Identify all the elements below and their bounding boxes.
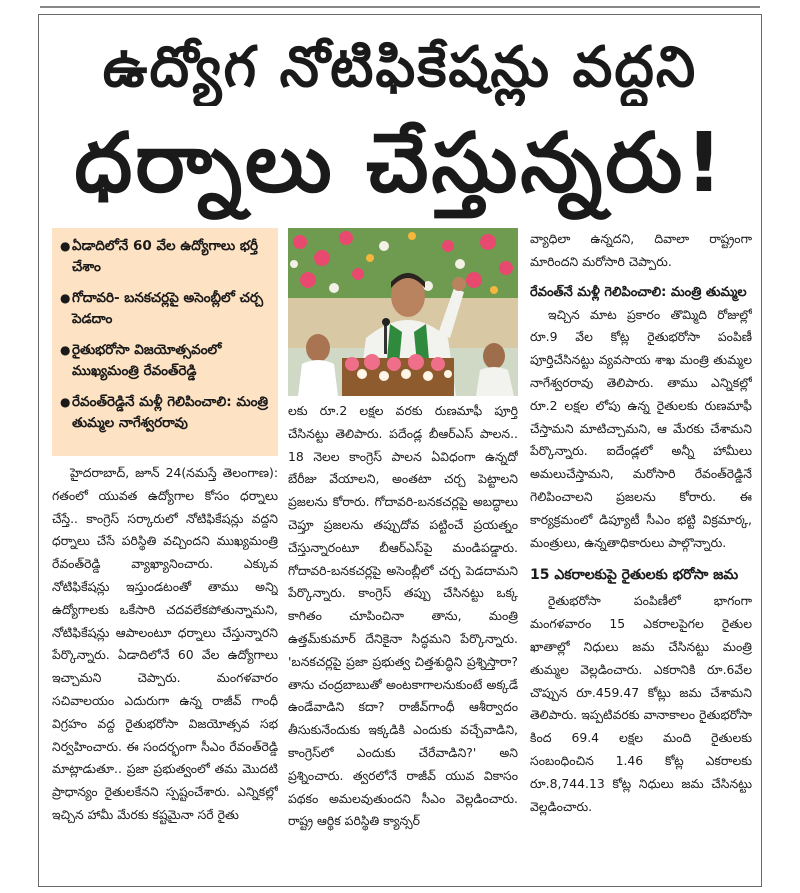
highlight-text: రేవంత్‌రెడ్డినే మళ్లీ గెలిపించాలి: మంత్రి తుమ్మల నాగేశ్వరరావు [72,394,268,431]
bullet-icon: ● [60,239,71,253]
headline-line-1: ఉద్యోగ నోటిఫికేషన్లు వద్దని [102,35,698,100]
subheading-15-acres: 15 ఎకరాలకుపై రైతులకు భరోసా జమ [530,567,739,584]
article-paragraph: హైదరాబాద్, జూన్ 24(నమస్తే తెలంగాణ): గతంలో యువత ఉద్యోగాల కోసం ధర్నాలు చేస్తే.. కాంగ్రెస్ సర్కారులో నోటిఫికేషన్లు వద్దని ధర్నాలు చేసే పరిస్థితి వచ్చిందని ముఖ్యమంత్రి రేవంత్‌రెడ్డి వ్యాఖ్యానించారు. ఎక్కువ నోటిఫికేషన్లు ఇస్తుండటంతో తాము అన్ని ఉద్యోగాలకు ఒకేసారి చదవలేకపోతున్నామని, నోటిఫికేషన్లు ఆపాలంటూ ధర్నాలు చేస్తున్నారని పేర్కొన్నారు. ఏడాదిలోనే 60 వేల ఉద్యోగాలు ఇచ్చామని చెప్పారు. మంగళవారం సచివాలయం ఎదురుగా ఉన్న రాజీవ్ గాంధీ విగ్రహం వద్ద రైతుభరోసా విజయోత్సవ సభ నిర్వహించారు. ఈ సందర్భంగా సీఎం రేవంత్‌రెడ్డి మాట్లాడుతూ.. ప్రజా ప్రభుత్వంలో తమ మొదటి ప్రాధాన్యం రైతులకేనని స్పష్టంచేశారు. ఎన్నికల్లో ఇచ్చిన హామీ మేరకు కష్టమైనా సరే రైతు [52,465,278,822]
top-rule [40,6,760,8]
highlights-box [52,228,278,456]
headline-line-2: ధర్నాలు చేస్తున్నరు! [74,116,726,211]
bullet-icon: ● [60,395,71,409]
highlight-text: గోదావరి- బనకచర్లపై అసెంబ్లీలో చర్చ పెడదాం [72,290,264,327]
speaker-photo [288,228,518,396]
article-paragraph: ఇచ్చిన మాట ప్రకారం తొమ్మిది రోజుల్లో రూ.9 వేల కోట్ల రైతుభరోసా పంపిణీ పూర్తిచేసినట్టు వ్యవసాయ శాఖ మంత్రి తుమ్మల నాగేశ్వరరావు తెలిపారు. తాము ఎన్నికల్లో రూ.2 లక్షల లోపు ఉన్న రైతులకు రుణమాఫీ చేస్తామని మాటిచ్చామని, ఆ మేరకు చేశామని పేర్కొన్నారు. ఐదేండ్లలో అన్నీ హామీలు అమలుచేస్తామని, మరోసారి రేవంత్‌రెడ్డినే గెలిపించాలని ప్రజలను కోరారు. ఈ కార్యక్రమంలో డిప్యూటీ సీఎం భట్టి విక్రమార్క, మంత్రులు, ఉన్నతాధికారులు పాల్గొన్నారు. [530,306,752,550]
article-column-3 [530,228,752,888]
article-paragraph: రైతుభరోసా పంపిణీలో భాగంగా మంగళవారం 15 ఎకరాలపైగల రైతుల ఖాతాల్లో నిధులు జమ చేసినట్టు మంత్రి తుమ్మల వెల్లడించారు. ఎకరానికి రూ.6వేల చొప్పున రూ.459.47 కోట్లు జమ చేశామని తెలిపారు. ఇప్పటివరకు వానాకాలం రైతుభరోసా కింద 69.4 లక్షల మంది రైతులకు సంబంధించిన 1.46 కోట్ల ఎకరాలకు రూ.8,744.13 కోట్ల నిధులు జమ చేసినట్టు వెల్లడించారు. [530,593,752,814]
article-paragraph: లకు రూ.2 లక్షల వరకు రుణమాఫీ పూర్తి చేసినట్టు తెలిపారు. పదేండ్ల బీఆర్‌ఎస్ పాలన.. 18 నెలల కాంగ్రెస్ పాలన ఏవిధంగా ఉన్నదో బేరీజు వేయాలని, అంతటా చర్చ పెట్టాలని ప్రజలను కోరారు. గోదావరి-బనకచర్లపై అబద్ధాలు చెప్తూ ప్రజలను తప్పుదోవ పట్టించే ప్రయత్నం చేస్తున్నారంటూ బీఆర్‌ఎస్‌పై మండిపడ్డారు. గోదావరి-బనకచర్లపై అసెంబ్లీలో చర్చ పెడదామని పేర్కొన్నారు. కాంగ్రెస్ తప్పు చేసినట్టు ఒక్క కాగితం చూపించినా తాను, మంత్రి ఉత్తమ్‌కుమార్ దేనికైనా సిద్ధమని పేర్కొన్నారు. 'బనకచర్లపై ప్రజా ప్రభుత్వ చిత్తశుద్ధిని ప్రశ్నిస్తారా? తాను చంద్రబాబుతో అంటకాగాలనుకుంటే అక్కడే ఉండేవాడిని కదా? రాజీవ్‌గాంధీ ఆశీర్వాదం తీసుకునేందుకు ఇక్కడికి ఎందుకు వచ్చేవాడిని, కాంగ్రెస్‌లో ఎందుకు చేరేవాడిని?' అని ప్రశ్నించారు. త్వరలోనే రాజీవ్ యువ వికాసం పథకం అమలవుతుందని సీఎం వెల్లడించారు. రాష్ట్ర ఆర్థిక పరిస్థితి క్యాన్సర్ [288,403,518,829]
article-column-1 [52,462,278,886]
highlight-item [60,288,272,330]
highlight-item [60,392,272,434]
highlight-text: ఏడాదిలోనే 60 వేల ఉద్యోగాలు భర్తీ చేశాం [72,238,258,275]
subheading-tummala: రేవంత్‌నే మళ్లీ గెలిపించాలి: మంత్రి తుమ్మల [530,284,747,300]
bullet-icon: ● [60,291,71,305]
article-column-2 [288,400,518,886]
speaker-photo-illustration [288,228,518,396]
article-paragraph: వ్యాధిలా ఉన్నదని, దివాలా రాష్ట్రంగా మారిందని మరోసారి చెప్పారు. [530,231,752,269]
highlight-item [60,340,272,382]
highlight-text: రైతుభరోసా విజయోత్సవంలో ముఖ్యమంత్రి రేవంత్‌రెడ్డి [72,342,222,379]
highlight-item [60,236,272,278]
bullet-icon: ● [60,343,71,357]
